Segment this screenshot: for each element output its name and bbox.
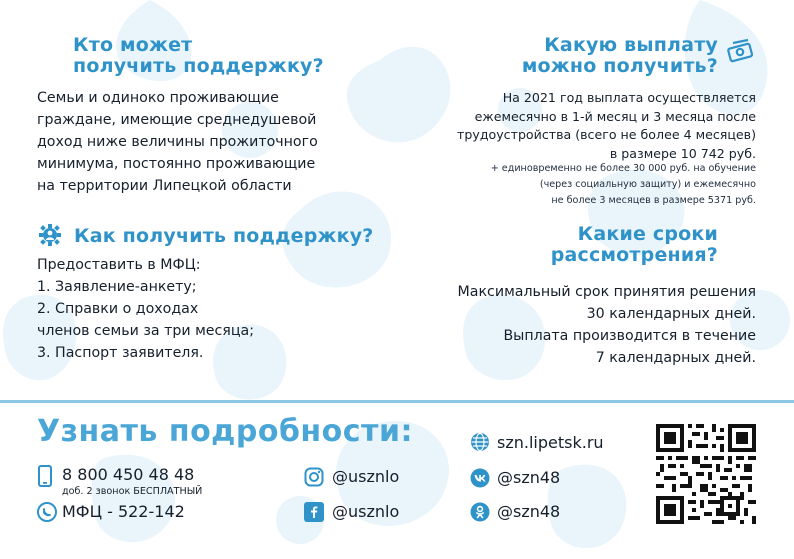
how-line: 2. Справки о доходах xyxy=(37,301,199,317)
payment-note xyxy=(491,161,756,209)
gear-people-icon xyxy=(36,223,64,249)
who-line: Семьи и одиноко проживающие xyxy=(37,90,279,106)
who-title-line2: получить поддержку? xyxy=(73,55,324,77)
vk-icon xyxy=(470,468,490,488)
facebook-handle[interactable]: @usznlo xyxy=(332,502,400,521)
how-line: 1. Заявление-анкету; xyxy=(37,279,197,295)
payment-line: трудоустройства (всего не более 4 месяцев) xyxy=(457,127,756,142)
section-divider xyxy=(0,400,794,403)
payment-title-line1: Какую выплату xyxy=(544,34,718,56)
contacts-title: Узнать подробности: xyxy=(37,414,413,449)
instagram-handle[interactable]: @usznlo xyxy=(332,467,400,486)
vk-handle[interactable]: @szn48 xyxy=(497,468,561,487)
who-line: граждане, имеющие среднедушевой xyxy=(37,112,317,128)
payment-line: в размере 10 742 руб. xyxy=(609,145,756,161)
payment-note-line: не более 3 месяцев в размере 5371 руб. xyxy=(551,195,756,206)
terms-line: 7 календарных дней. xyxy=(595,350,756,366)
money-icon xyxy=(726,38,756,64)
payment-line: ежемесячно в 1-й месяц и 3 месяца после xyxy=(474,108,756,124)
how-line: членов семьи за три месяца; xyxy=(37,323,254,339)
terms-title-line2: рассмотрения? xyxy=(550,244,718,266)
terms-line: 30 календарных дней. xyxy=(586,306,756,322)
phone-number[interactable]: 8 800 450 48 48 xyxy=(62,465,195,484)
globe-icon xyxy=(470,432,490,452)
who-line: доход ниже величины прожиточного xyxy=(37,134,318,150)
who-title-line1: Кто может xyxy=(73,34,193,56)
odnoklassniki-icon xyxy=(470,502,490,522)
how-line: Предоставить в МФЦ: xyxy=(37,257,201,273)
how-text xyxy=(37,254,254,364)
payment-line: На 2021 год выплата осуществляется xyxy=(502,90,756,105)
who-line: минимума, постоянно проживающие xyxy=(37,156,316,172)
mfc-icon xyxy=(36,501,58,523)
terms-text xyxy=(458,281,756,369)
payment-text xyxy=(457,89,756,163)
qr-code[interactable] xyxy=(656,424,756,524)
terms-line: Выплата производится в течение xyxy=(503,328,756,344)
who-line: на территории Липецкой области xyxy=(37,178,292,194)
how-title: Как получить поддержку? xyxy=(74,225,374,247)
who-text xyxy=(37,87,318,197)
ok-handle[interactable]: @szn48 xyxy=(497,502,561,521)
website-link[interactable]: szn.lipetsk.ru xyxy=(497,433,604,452)
payment-note-line: + единовременно не более 30 000 руб. на обучение xyxy=(490,163,756,174)
payment-title-line2: можно получить? xyxy=(521,55,718,77)
payment-note-line: (через социальную защиту) и ежемесячно xyxy=(539,179,756,190)
phone-note: доб. 2 звонок БЕСПЛАТНЫЙ xyxy=(62,486,203,497)
how-line: 3. Паспорт заявителя. xyxy=(37,345,204,361)
payment-title xyxy=(522,35,718,77)
instagram-icon xyxy=(304,467,324,487)
terms-title-line1: Какие сроки xyxy=(577,223,718,245)
facebook-icon xyxy=(304,502,324,522)
phone-icon xyxy=(38,465,52,487)
terms-title xyxy=(551,224,718,266)
who-title xyxy=(73,35,324,77)
terms-line: Максимальный срок принятия решения xyxy=(457,284,756,300)
mfc-phone[interactable]: МФЦ - 522-142 xyxy=(62,502,185,521)
